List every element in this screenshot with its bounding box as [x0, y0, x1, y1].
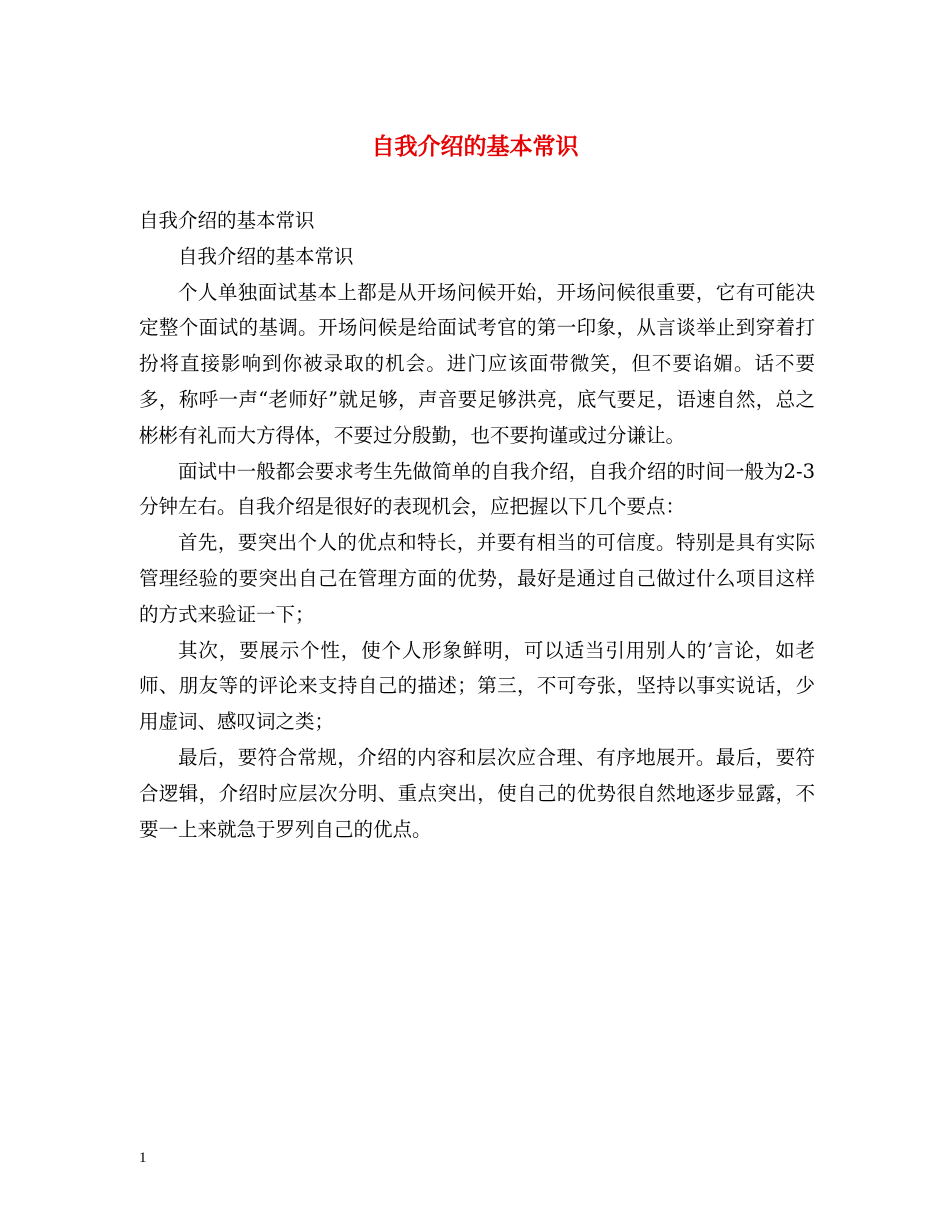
paragraph-first-point: 首先，要突出个人的优点和特长，并要有相当的可信度。特别是具有实际管理经验的要突出自己在管理方面的优势，最好是通过自己做过什么项目这样的方式来验证一下；	[139, 531, 815, 626]
paragraph-opening-greeting: 个人单独面试基本上都是从开场问候开始，开场问候很重要，它有可能决定整个面试的基调。开场问候是给面试考官的第一印象，从言谈举止到穿着打扮将直接影响到你被录取的机会。进门应该面带微笑，但不要谄媚。话不要多，称呼一声“老师好”就足够，声音要足够洪亮，底气要足，语速自然，总之彬彬有礼而大方得体，不要过分殷勤，也不要拘谨或过分谦让。	[139, 280, 815, 447]
document-title: 自我介绍的基本常识	[371, 133, 579, 160]
subtitle-line: 自我介绍的基本常识	[139, 209, 315, 232]
section-heading: 自我介绍的基本常识	[178, 244, 354, 268]
paragraph-last-point: 最后，要符合常规，介绍的内容和层次应合理、有序地展开。最后，要符合逻辑，介绍时应层次分明、重点突出，使自己的优势很自然地逐步显露，不要一上来就急于罗列自己的优点。	[139, 745, 815, 841]
document-body	[139, 203, 815, 847]
paragraph-self-intro-time: 面试中一般都会要求考生先做简单的自我介绍，自我介绍的时间一般为2-3分钟左右。自我介绍是很好的表现机会，应把握以下几个要点：	[139, 459, 815, 519]
page-number: 1	[139, 1150, 147, 1166]
paragraph-second-point: 其次，要展示个性，使个人形象鲜明，可以适当引用别人的’言论，如老师、朋友等的评论来支持自己的描述；第三，不可夸张，坚持以事实说话，少用虚词、感叹词之类；	[139, 638, 815, 734]
